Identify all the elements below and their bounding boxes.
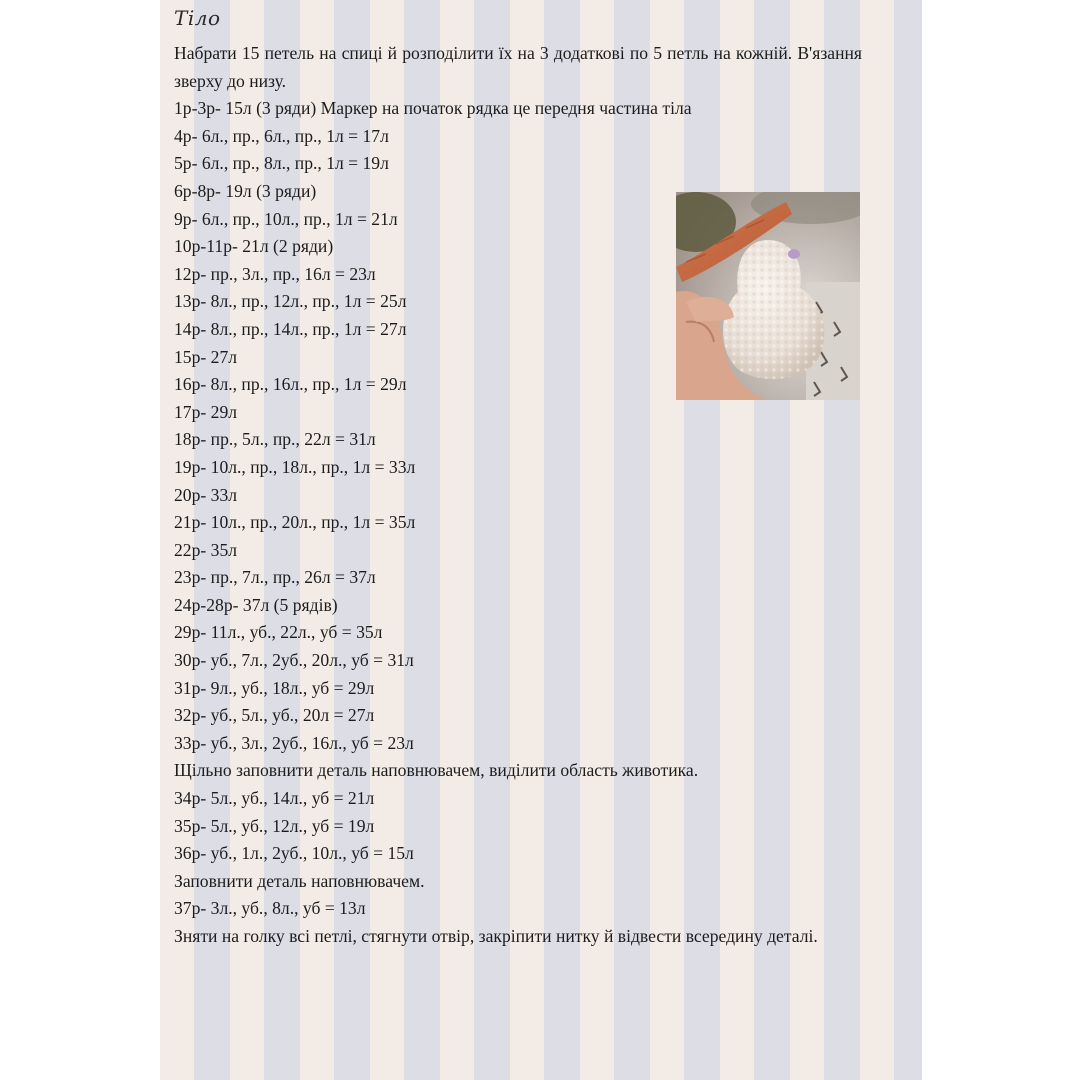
instruction-line: Щільно заповнити деталь наповнювачем, виділити область животика. [174,760,699,781]
row-line: 34р- 5л., уб., 14л., уб = 21л [174,788,375,809]
row-line: 30р- уб., 7л., 2уб., 20л., уб = 31л [174,650,414,671]
row-line: 16р- 8л., пр., 16л., пр., 1л = 29л [174,374,407,395]
row-line: 9р- 6л., пр., 10л., пр., 1л = 21л [174,208,398,229]
row-line: 24р-28р- 37л (5 рядів) [174,594,338,615]
pattern-text [174,40,862,951]
toy-photo [676,192,860,400]
row-line: 6р-8р- 19л (3 ряди) [174,180,317,201]
row-line: 33р- уб., 3л., 2уб., 16л., уб = 23л [174,732,414,753]
row-line: 32р- уб., 5л., уб., 20л = 27л [174,705,375,726]
row-line: 31р- 9л., уб., 18л., уб = 29л [174,677,375,698]
instruction-line: Заповнити деталь наповнювачем. [174,870,425,891]
row-line: 37р- 3л., уб., 8л., уб = 13л [174,898,366,919]
row-line: 5р- 6л., пр., 8л., пр., 1л = 19л [174,153,389,174]
row-line: 13р- 8л., пр., 12л., пр., 1л = 25л [174,291,407,312]
row-line: 4р- 6л., пр., 6л., пр., 1л = 17л [174,125,389,146]
row-line: 12р- пр., 3л., пр., 16л = 23л [174,263,376,284]
row-line: 36р- уб., 1л., 2уб., 10л., уб = 15л [174,843,414,864]
row-line: 19р- 10л., пр., 18л., пр., 1л = 33л [174,456,416,477]
row-line: 35р- 5л., уб., 12л., уб = 19л [174,815,375,836]
outro-paragraph: Зняти на голку всі петлі, стягнути отвір, закріпити нитку й відвести всередину деталі. [174,926,818,946]
row-line: 23р- пр., 7л., пр., 26л = 37л [174,567,376,588]
row-line: 10р-11р- 21л (2 ряди) [174,236,334,257]
row-line: 17р- 29л [174,401,238,422]
row-line: 20р- 33л [174,484,238,505]
page-title: Тіло [174,6,221,30]
row-line: 29р- 11л., уб., 22л., уб = 35л [174,622,383,643]
row-line: 21р- 10л., пр., 20л., пр., 1л = 35л [174,512,416,533]
row-line: 18р- пр., 5л., пр., 22л = 31л [174,429,376,450]
intro-paragraph: Набрати 15 петель на спиці й розподілити їх на 3 додаткові по 5 петль на кожній. В'язання зверху до низу. [174,43,862,91]
row-line: 14р- 8л., пр., 14л., пр., 1л = 27л [174,318,407,339]
row-line: 22р- 35л [174,539,238,560]
pattern-page [160,0,922,1080]
row-line: 1р-3р- 15л (3 ряди) Маркер на початок рядка це передня частина тіла [174,98,692,119]
row-line: 15р- 27л [174,346,238,367]
